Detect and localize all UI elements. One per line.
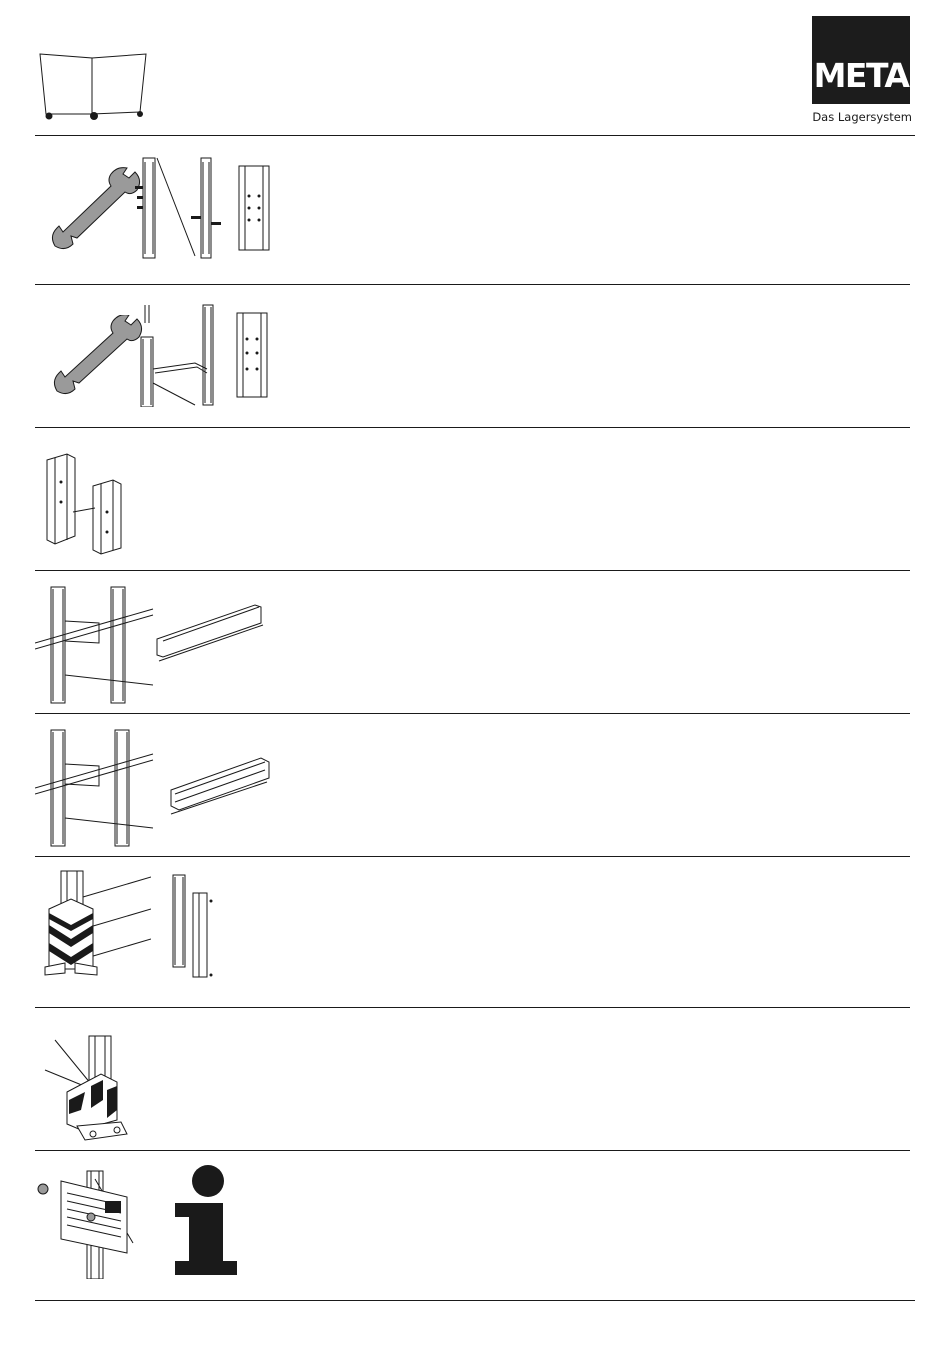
section-upright-joint-bolted xyxy=(35,136,910,284)
beam-safety-bar-profile-illustration xyxy=(35,728,275,848)
upright-protector-parts-illustration xyxy=(163,871,223,981)
upright-profile-splice-illustration xyxy=(43,452,143,556)
upright-protector-corner-illustration xyxy=(43,869,151,979)
load-sign-plate-illustration xyxy=(35,1169,135,1279)
section-beam-safety-bar xyxy=(35,571,910,713)
wrench-icon xyxy=(47,315,147,401)
header xyxy=(0,0,950,136)
section-upright-joint-bracing xyxy=(35,285,910,427)
upright-protector-striped-illustration xyxy=(41,1034,137,1144)
upright-joint-bolted-illustration xyxy=(135,156,275,260)
upright-joint-bracing-illustration xyxy=(135,303,275,407)
rack-overview-icon xyxy=(36,50,152,122)
section-upright-profile-splice xyxy=(35,428,910,570)
brand-logo xyxy=(812,16,910,104)
beam-safety-bar-illustration xyxy=(35,585,275,705)
wrench-icon xyxy=(45,166,145,256)
section-upright-protector-striped xyxy=(35,1008,910,1150)
information-icon xyxy=(175,1165,241,1277)
brand-tagline: Das Lagersystem xyxy=(812,110,912,124)
section-beam-safety-bar-profile xyxy=(35,714,910,856)
divider xyxy=(35,1300,915,1301)
section-load-sign-plate xyxy=(35,1151,910,1301)
section-upright-protector-corner xyxy=(35,857,910,1007)
brand-logo-text: META xyxy=(813,56,909,95)
